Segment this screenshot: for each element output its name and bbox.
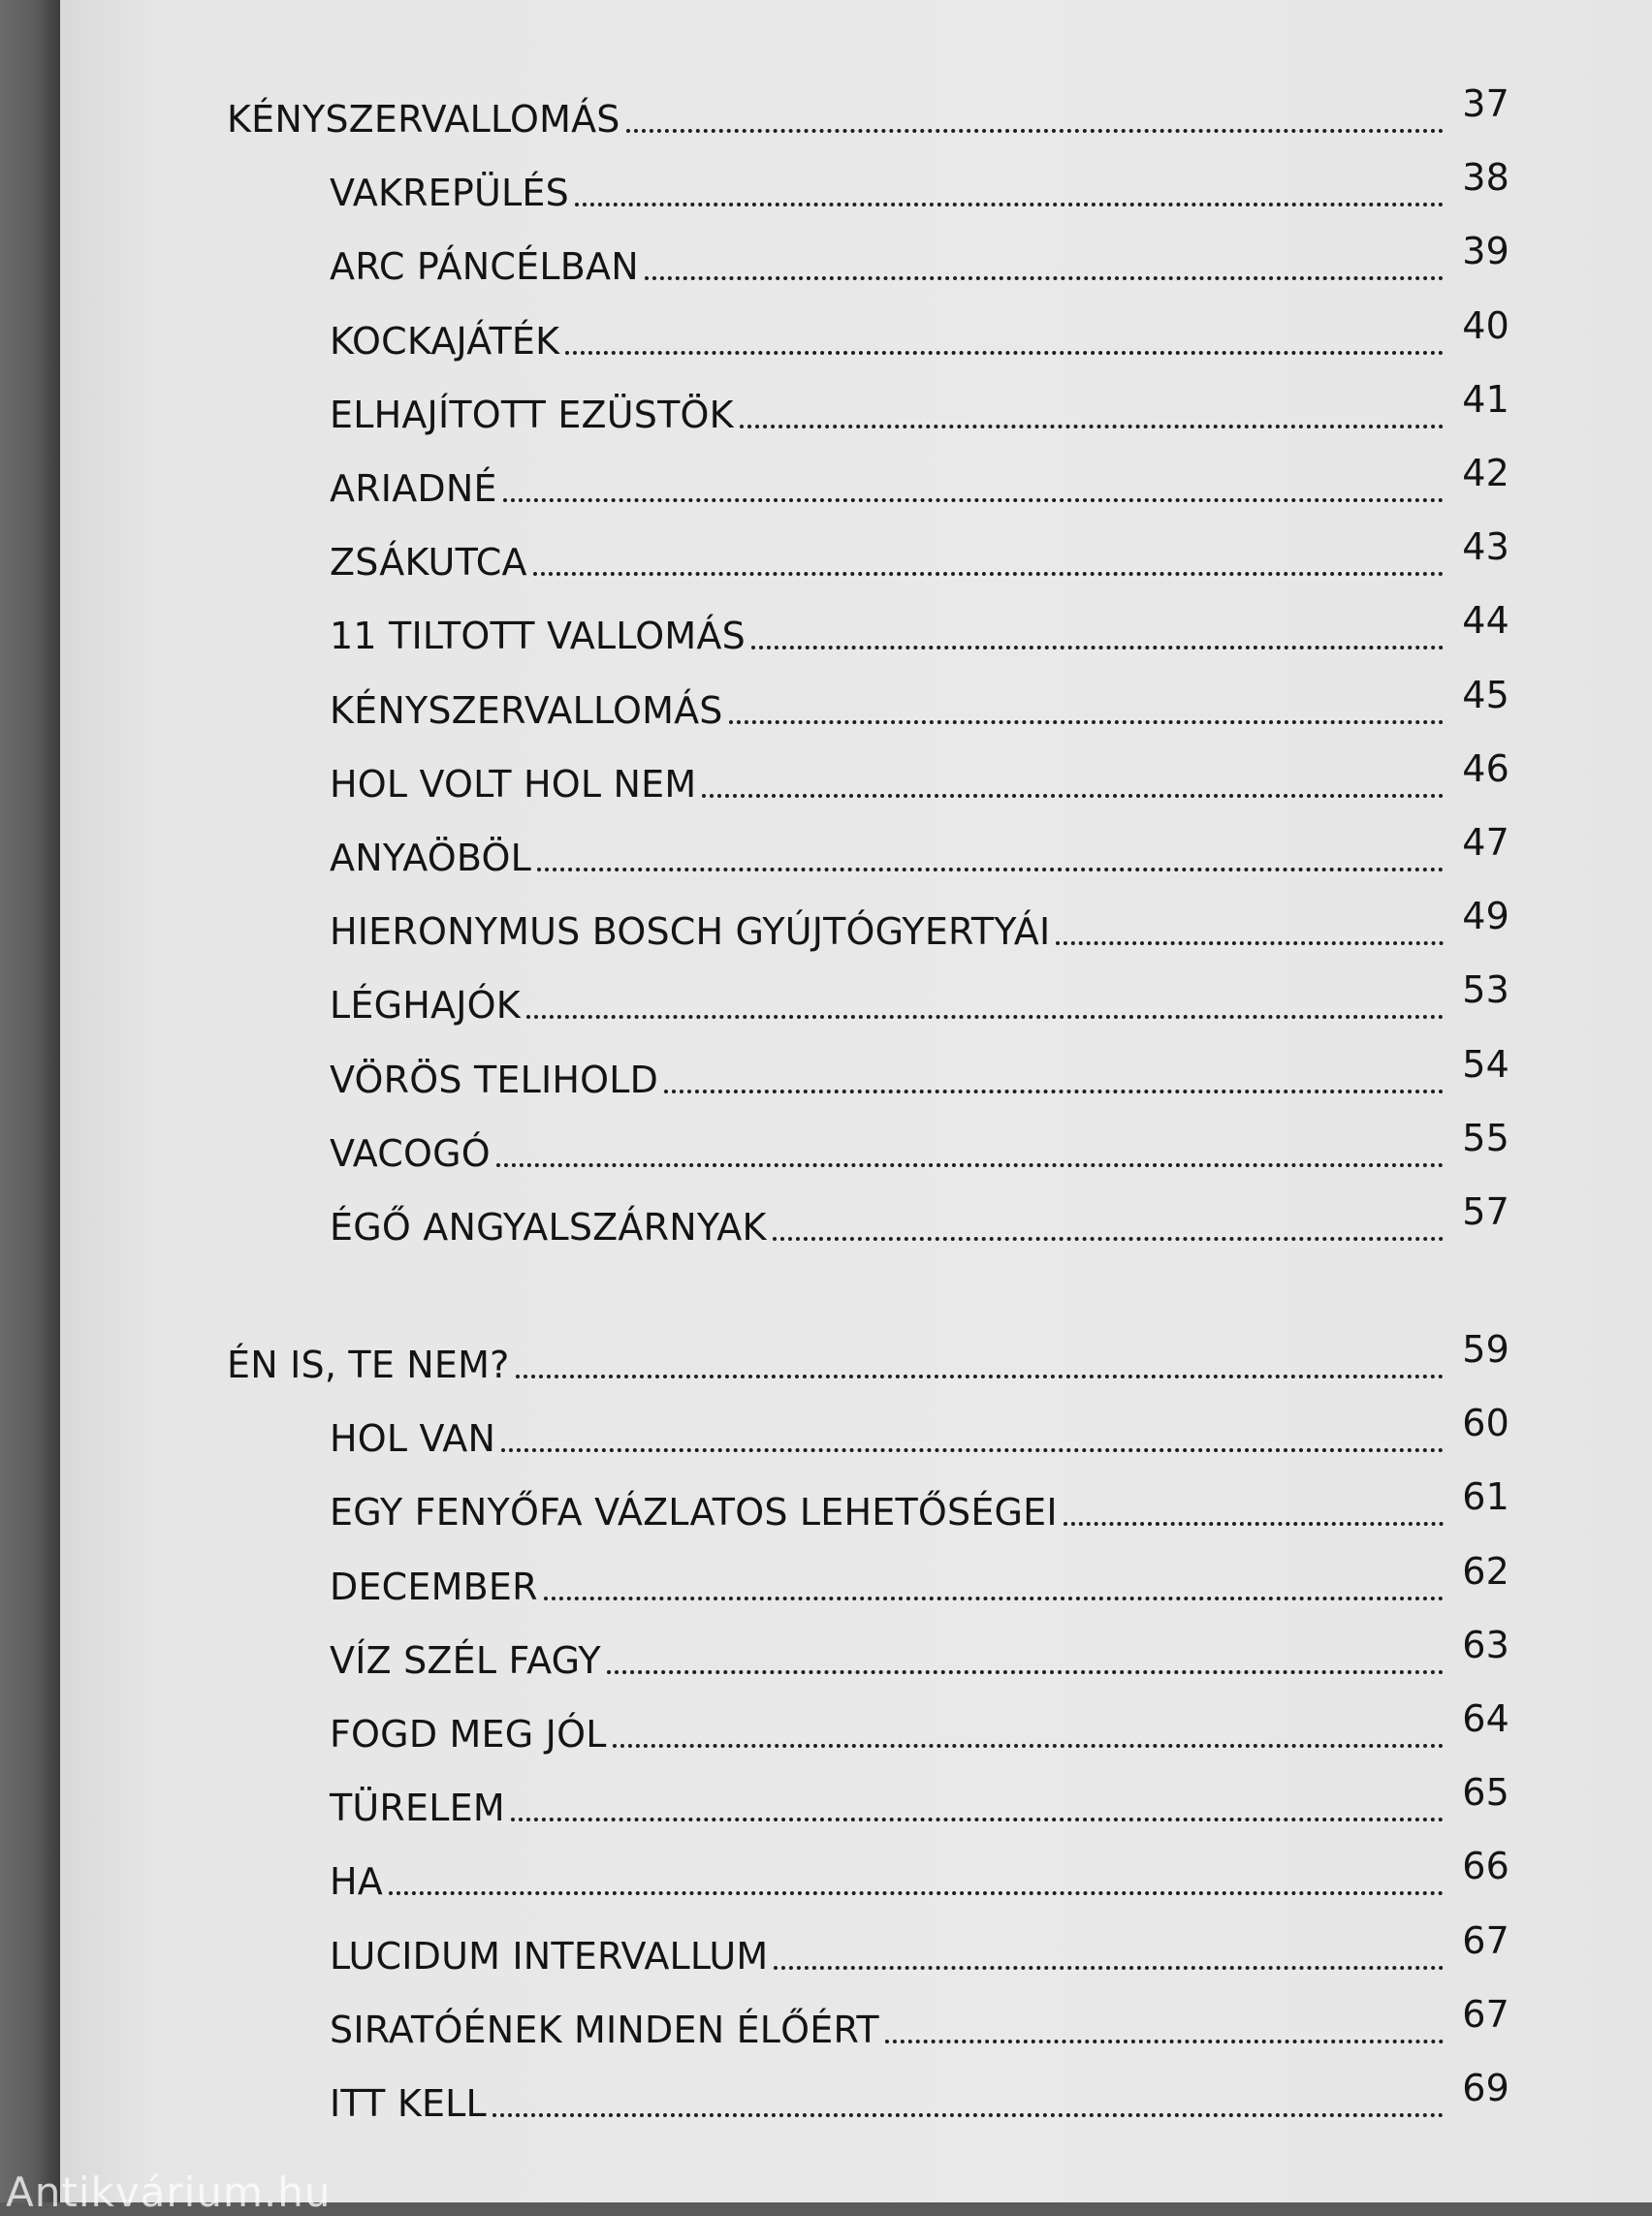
toc-entry <box>330 230 1652 289</box>
toc-entry <box>330 1845 1652 1904</box>
watermark: Antikvárium.hu <box>6 2169 332 2216</box>
toc-entry <box>330 895 1652 954</box>
page-number: 45 <box>1462 673 1509 716</box>
page-number: 60 <box>1462 1402 1509 1445</box>
toc-title: ARC PÁNCÉLBAN <box>330 245 639 289</box>
toc-title: FOGD MEG JÓL <box>330 1713 607 1756</box>
page-number: 38 <box>1462 156 1509 200</box>
dot-leader <box>526 1015 1444 1019</box>
dot-leader <box>773 1237 1444 1241</box>
page-number: 46 <box>1462 746 1509 790</box>
page-number: 67 <box>1462 1918 1509 1962</box>
toc-title: VACOGÓ <box>330 1131 491 1175</box>
toc-entry <box>330 1623 1652 1683</box>
toc-title: LUCIDUM INTERVALLUM <box>330 1934 769 1978</box>
toc-title: KOCKAJÁTÉK <box>330 319 560 363</box>
dot-leader <box>702 794 1444 798</box>
toc-title: ANYAÖBÖL <box>330 837 532 879</box>
dot-leader <box>1056 941 1444 945</box>
toc-entry <box>330 1475 1652 1535</box>
dot-leader <box>885 2040 1444 2043</box>
toc-title: ITT KELL <box>330 2082 487 2125</box>
page-number: 42 <box>1462 452 1509 494</box>
toc-section-heading <box>227 1328 1652 1387</box>
toc-entry <box>330 1042 1652 1102</box>
page-number: 69 <box>1462 2067 1509 2109</box>
toc-entry <box>330 377 1652 437</box>
toc-entry <box>330 968 1652 1028</box>
toc-title: ARIADNÉ <box>330 467 497 510</box>
toc-title: ÉN IS, TE NEM? <box>227 1344 510 1386</box>
dot-leader <box>516 1375 1445 1378</box>
dot-leader <box>613 1744 1444 1748</box>
toc-title: DECEMBER <box>330 1565 538 1608</box>
toc-entry <box>330 1918 1652 1979</box>
dot-leader <box>575 203 1444 206</box>
toc-title: HA <box>330 1860 383 1904</box>
page-number: 47 <box>1462 821 1509 864</box>
toc-section-heading <box>227 82 1652 142</box>
dot-leader <box>664 1090 1444 1093</box>
toc-entry <box>330 1549 1652 1609</box>
toc-entry <box>330 1402 1652 1461</box>
dot-leader <box>626 129 1444 133</box>
toc-entry <box>330 673 1652 733</box>
dot-leader <box>537 868 1444 871</box>
dot-leader <box>607 1670 1444 1674</box>
dot-leader <box>496 1163 1444 1167</box>
book-page <box>60 0 1652 2202</box>
page-number: 41 <box>1462 377 1509 421</box>
toc-title: HIERONYMUS BOSCH GYÚJTÓGYERTYÁI <box>330 910 1051 954</box>
dot-leader <box>751 646 1444 649</box>
page-number: 40 <box>1462 303 1509 347</box>
page-number: 61 <box>1462 1475 1509 1519</box>
dot-leader <box>729 720 1444 724</box>
toc-title: KÉNYSZERVALLOMÁS <box>330 688 723 732</box>
page-number: 44 <box>1462 599 1509 643</box>
dot-leader <box>774 1966 1444 1970</box>
dot-leader <box>389 1891 1444 1895</box>
toc-title: ELHAJÍTOTT EZÜSTÖK <box>330 393 734 436</box>
toc-title: TÜRELEM <box>330 1787 505 1830</box>
page-number: 66 <box>1462 1845 1509 1888</box>
page-number: 67 <box>1462 1992 1509 2036</box>
toc-entry <box>330 746 1652 807</box>
toc-entry <box>330 1992 1652 2052</box>
toc-title: 11 TILTOTT VALLOMÁS <box>330 615 746 658</box>
toc-entry <box>330 1190 1652 1250</box>
page-number: 43 <box>1462 525 1509 569</box>
toc-entry <box>330 1771 1652 1830</box>
toc-title: KÉNYSZERVALLOMÁS <box>227 98 620 141</box>
toc-title: VÍZ SZÉL FAGY <box>330 1638 601 1682</box>
page-number: 65 <box>1462 1771 1509 1815</box>
toc-title: HOL VOLT HOL NEM <box>330 762 697 806</box>
page-number: 63 <box>1462 1623 1509 1666</box>
dot-leader <box>511 1818 1444 1821</box>
dot-leader <box>1064 1522 1444 1526</box>
toc-entry <box>330 1116 1652 1176</box>
toc-entry <box>330 156 1652 215</box>
toc-entry <box>330 821 1652 880</box>
page-number: 62 <box>1462 1549 1509 1593</box>
dot-leader <box>645 276 1444 280</box>
toc-entry <box>330 2067 1652 2126</box>
toc-title: SIRATÓÉNEK MINDEN ÉLŐÉRT <box>330 2008 879 2051</box>
dot-leader <box>565 351 1444 355</box>
toc-entry <box>330 599 1652 658</box>
dot-leader <box>740 425 1444 428</box>
toc-title: LÉGHAJÓK <box>330 984 521 1028</box>
page-number: 59 <box>1462 1328 1509 1371</box>
page-number: 64 <box>1462 1697 1509 1740</box>
toc-title: HOL VAN <box>330 1417 496 1461</box>
dot-leader <box>533 572 1444 576</box>
toc-entry <box>330 303 1652 364</box>
dot-leader <box>501 1448 1444 1452</box>
toc-title: ÉGŐ ANGYALSZÁRNYAK <box>330 1206 767 1249</box>
page-number: 57 <box>1462 1190 1509 1233</box>
toc-title: EGY FENYŐFA VÁZLATOS LEHETŐSÉGEI <box>330 1491 1058 1535</box>
toc-entry <box>330 525 1652 585</box>
page-number: 54 <box>1462 1042 1509 1086</box>
dot-leader <box>503 498 1444 502</box>
toc-title: VÖRÖS TELIHOLD <box>330 1058 659 1101</box>
dot-leader <box>544 1597 1444 1600</box>
toc-entry <box>330 452 1652 511</box>
toc-entry <box>330 1697 1652 1757</box>
page-number: 53 <box>1462 968 1509 1012</box>
toc-title: VAKREPÜLÉS <box>330 172 569 215</box>
toc-title: ZSÁKUTCA <box>330 541 527 585</box>
book-spine-shadow <box>0 0 60 2202</box>
table-of-contents <box>60 0 1652 2202</box>
dot-leader <box>492 2113 1444 2117</box>
page-number: 37 <box>1462 82 1509 125</box>
page-number: 39 <box>1462 230 1509 273</box>
page-number: 49 <box>1462 895 1509 938</box>
page-number: 55 <box>1462 1116 1509 1159</box>
